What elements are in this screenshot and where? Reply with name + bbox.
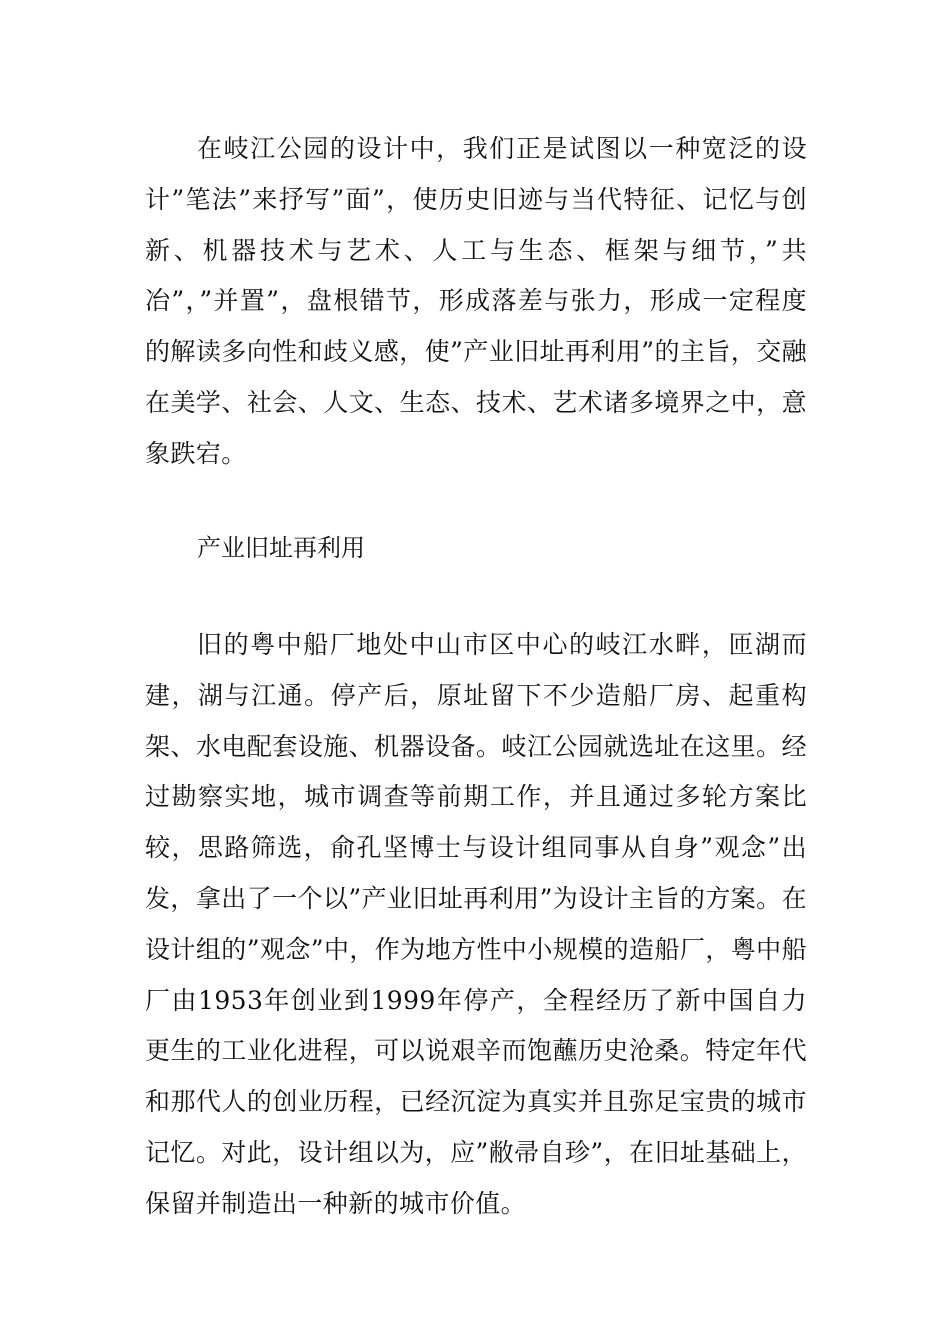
body-paragraph-site: 旧的粤中船厂地处中山市区中心的岐江水畔，匝湖而建，湖与江通。停产后，原址留下不少造船厂房、起重构架、水电配套设施、机器设备。岐江公园就选址在这里。经过勘察实地，城市调查等前期工作，并且通过多轮方案比较，思路筛选，俞孔坚博士与设计组同事从自身”观念”出发，拿出了一个以”产业旧址再利用”为设计主旨的方案。在设计组的”观念”中，作为地方性中小规模的造船厂，粤中船厂由1953年创业到1999年停产，全程经历了新中国自力更生的工业化进程，可以说艰辛而饱蘸历史沧桑。特定年代和那代人的创业历程，已经沉淀为真实并且弥足宝贵的城市记忆。对此，设计组以为，应”敝帚自珍”，在旧址基础上，保留并制造出一种新的城市价值。 [145,630,807,1218]
section-heading: 产业旧址再利用 [197,534,365,562]
body-paragraph-intro: 在岐江公园的设计中，我们正是试图以一种宽泛的设计”笔法”来抒写”面”，使历史旧迹与当代特征、记忆与创新、机器技术与艺术、人工与生态、框架与细节，”共冶”，”并置”，盘根错节，形成落差与张力，形成一定程度的解读多向性和歧义感，使”产业旧址再利用”的主旨，交融在美学、社会、人文、生态、技术、艺术诸多境界之中，意象跌宕。 [145,134,807,468]
